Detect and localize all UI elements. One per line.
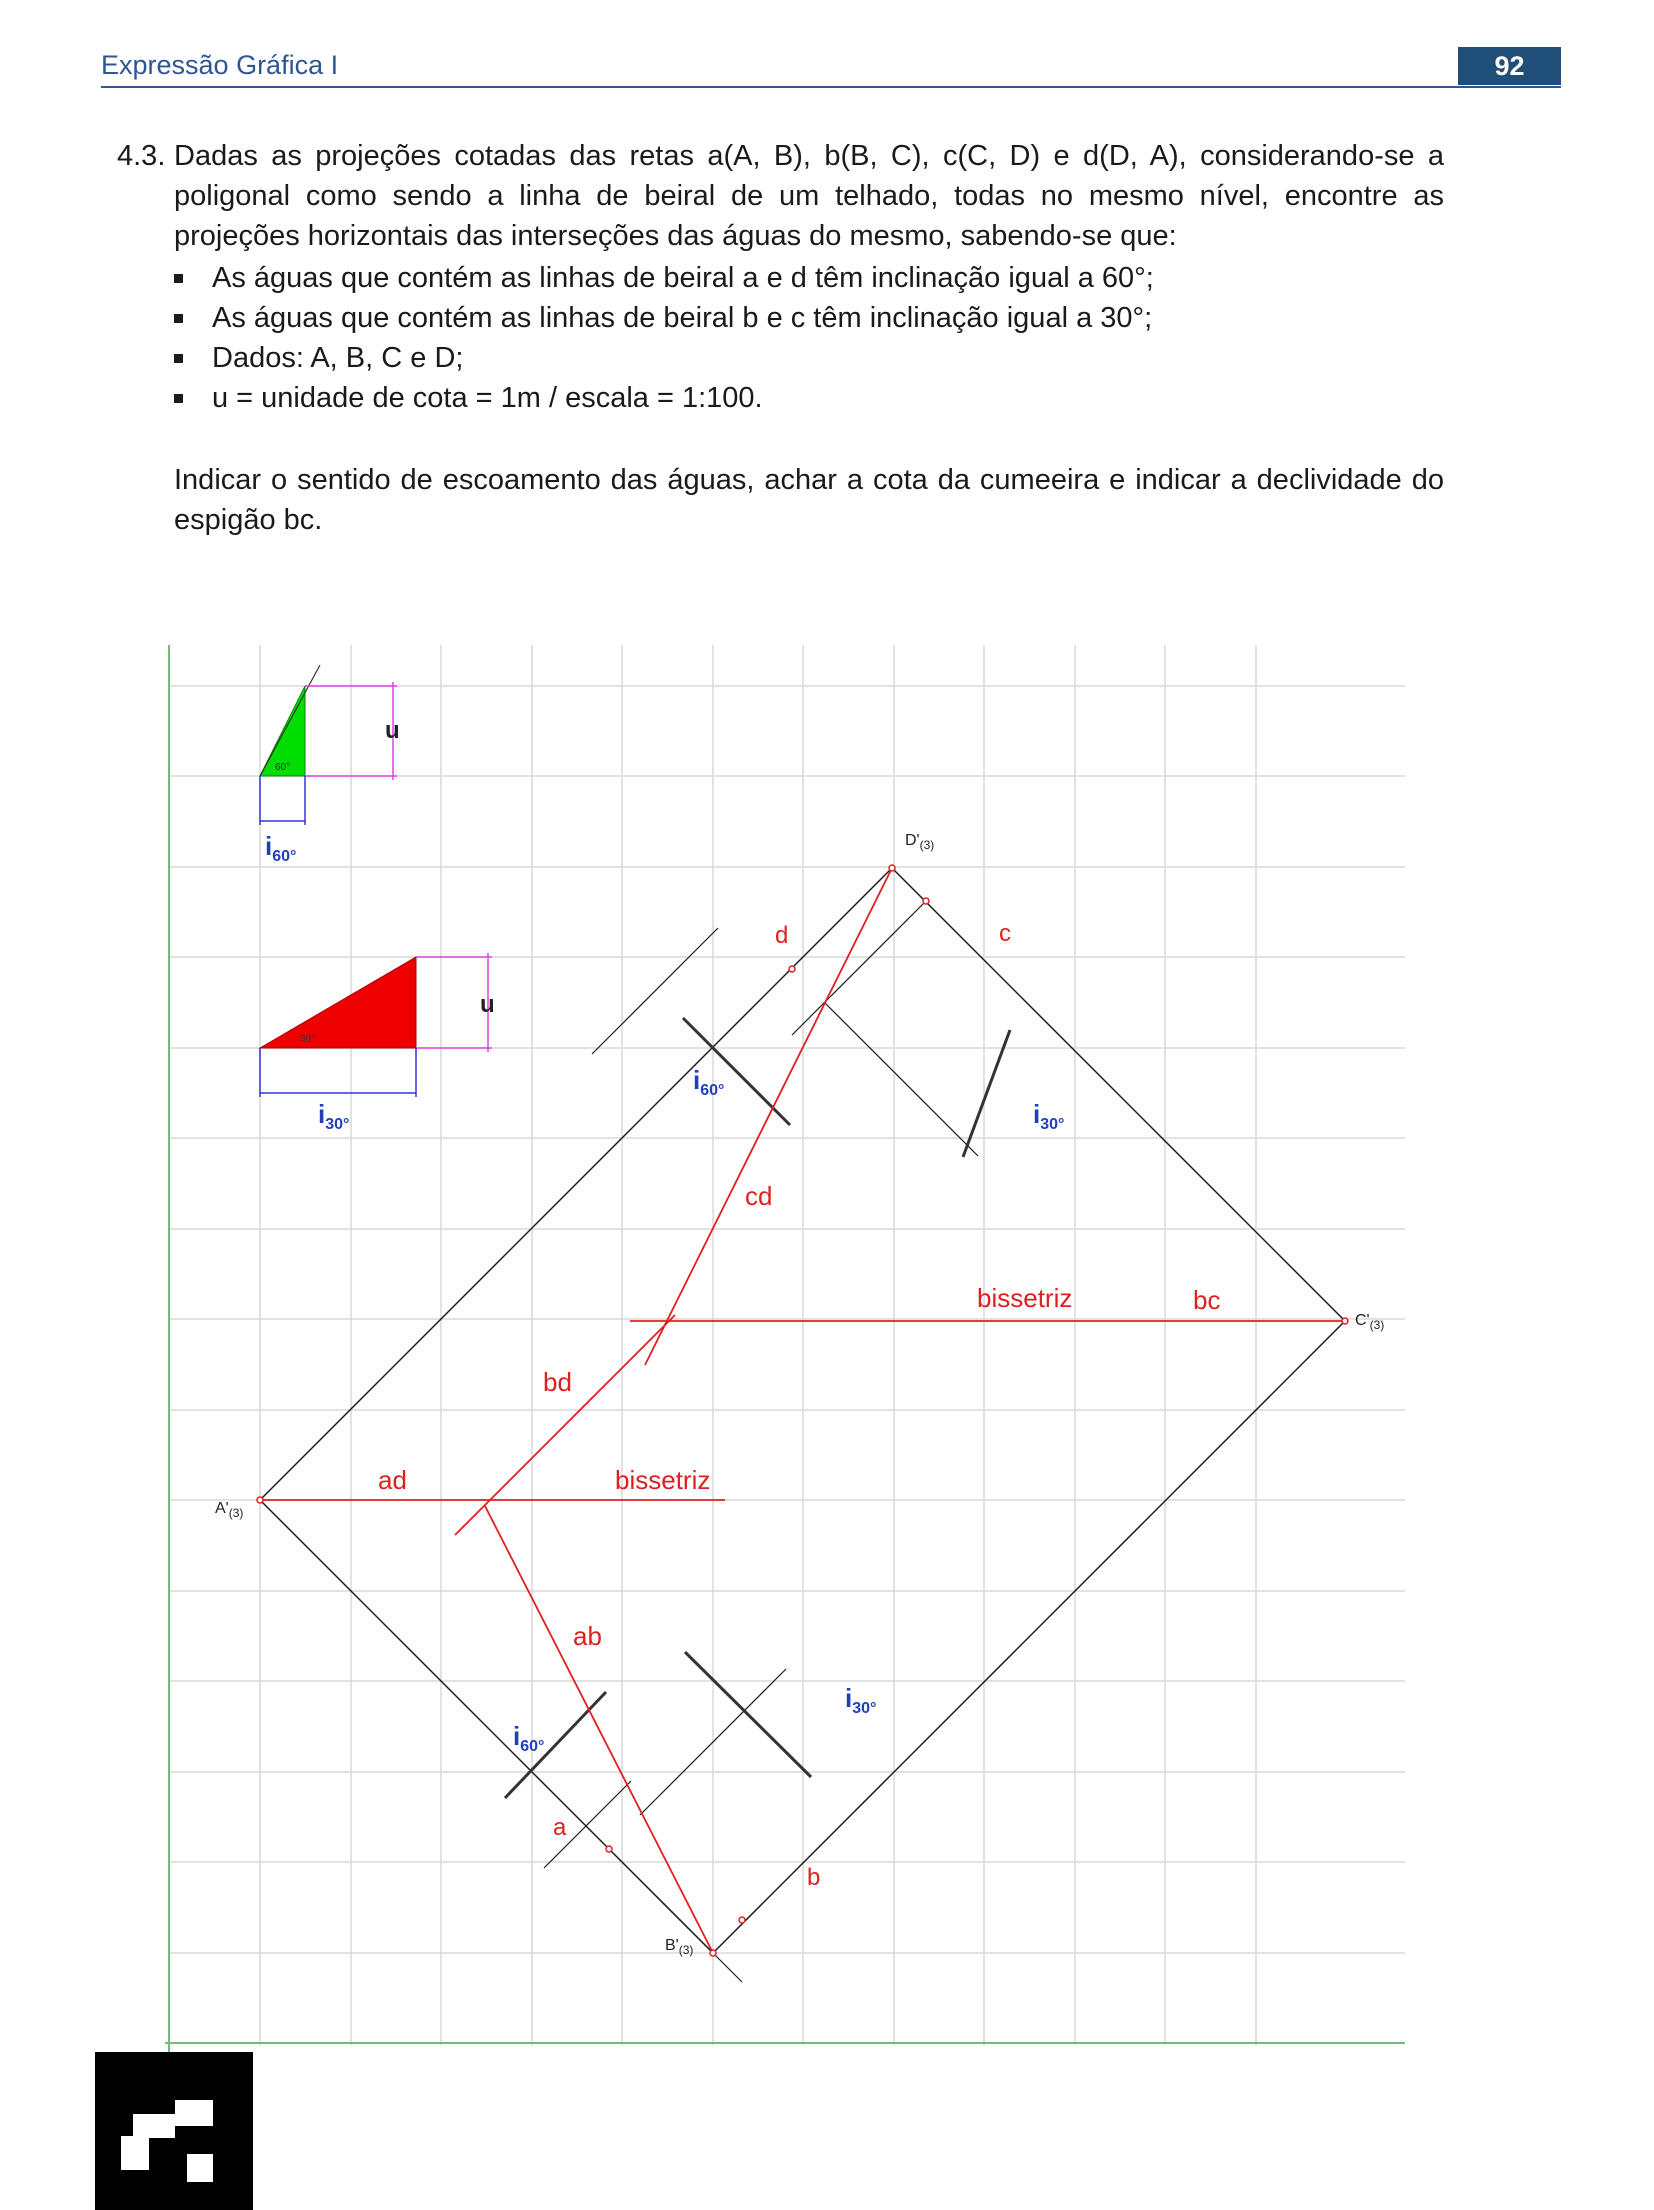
question-block xyxy=(117,136,1444,256)
edge-b-label: b xyxy=(807,1864,821,1891)
interval-i-30: i xyxy=(318,1099,326,1129)
line-cd xyxy=(645,868,892,1365)
edge-d xyxy=(260,868,892,1500)
edge-d-label: d xyxy=(775,922,789,949)
qr-code xyxy=(95,2052,253,2210)
point-c-label xyxy=(1355,1312,1384,1332)
edge-c xyxy=(892,868,1345,1321)
point-d-sub: (3) xyxy=(919,838,935,852)
label-cd: cd xyxy=(745,1181,773,1211)
line-bd xyxy=(455,1315,675,1535)
interval-mark-sub: 60° xyxy=(520,1738,545,1755)
interval-mark-i: i xyxy=(1033,1099,1041,1129)
interval-mark-label xyxy=(513,1721,544,1755)
unit-label-60: u xyxy=(385,717,400,744)
interval-mark-label xyxy=(845,1683,876,1717)
header-title: Expressão Gráfica I xyxy=(101,50,339,80)
interval-mark-sub: 30° xyxy=(1040,1116,1065,1133)
angle-label-30: 30° xyxy=(300,1034,316,1045)
intersection-labels xyxy=(378,1181,1220,1651)
question-text: Dadas as projeções cotadas das retas a(A, B), b(B, C), c(C, D) e d(D, A), considerando-se a poligonal como sendo a linha de beiral de um telhado, todas no mesmo nível, encontre as projeções horizontais das interseções das águas do mesmo, sabendo-se que: xyxy=(174,140,1444,252)
angle-label-60: 60° xyxy=(275,762,291,773)
interval-i-60: i xyxy=(265,831,273,861)
condition-item: Dados: A, B, C e D; xyxy=(174,338,1444,378)
edge-b xyxy=(713,1321,1345,1953)
edge-c-label: c xyxy=(999,920,1011,947)
condition-item: u = unidade de cota = 1m / escala = 1:100. xyxy=(174,378,1444,418)
label-bissetriz-bc: bissetriz xyxy=(977,1283,1073,1313)
interval-mark-label xyxy=(1033,1099,1064,1133)
point-d-name: D' xyxy=(905,832,920,849)
interval-label-60 xyxy=(265,831,296,865)
point-a-sub: (3) xyxy=(228,1506,244,1520)
interval-mark-sub: 60° xyxy=(700,1082,725,1099)
interval-sub-30: 30° xyxy=(325,1116,350,1133)
point-b-label xyxy=(665,1937,693,1957)
interval-mark-i: i xyxy=(845,1683,853,1713)
triangle-30-construction xyxy=(260,953,495,1133)
point-c-sub: (3) xyxy=(1369,1318,1385,1332)
instruction-text: Indicar o sentido de escoamento das águas, achar a cota da cumeeira e indicar a declividade do espigão bc. xyxy=(174,464,1444,536)
offset-a-60 xyxy=(609,1849,742,1982)
label-bd: bd xyxy=(543,1367,572,1397)
point-a-name: A' xyxy=(215,1500,229,1517)
interval-mark-i: i xyxy=(693,1065,701,1095)
interval-sub-60: 60° xyxy=(272,848,297,865)
condition-item: As águas que contém as linhas de beiral b e c têm inclinação igual a 30°; xyxy=(174,298,1444,338)
condition-list xyxy=(174,258,1444,418)
edge-a-label: a xyxy=(553,1814,567,1841)
point-d-label xyxy=(905,832,934,852)
point-a-label xyxy=(215,1500,243,1520)
interval-mark-i: i xyxy=(513,1721,521,1751)
triangle-30 xyxy=(260,957,416,1048)
triangle-60-construction xyxy=(260,665,400,865)
offset-c-30 xyxy=(824,1002,978,1156)
offset-d-60 xyxy=(792,901,926,1035)
label-bc: bc xyxy=(1193,1285,1221,1315)
interval-label-30 xyxy=(318,1099,349,1133)
condition-item: As águas que contém as linhas de beiral a e d têm inclinação igual a 60°; xyxy=(174,258,1444,298)
point-c-name: C' xyxy=(1355,1312,1370,1329)
page-number: 92 xyxy=(1458,47,1561,85)
unit-label-30: u xyxy=(480,991,495,1018)
header-rule xyxy=(101,86,1561,88)
point-b-sub: (3) xyxy=(678,1943,694,1957)
label-ad: ad xyxy=(378,1465,407,1495)
question-number: 4.3. xyxy=(117,140,166,172)
grid xyxy=(169,645,1405,2045)
roof-drawing xyxy=(165,645,1415,2065)
interval-mark-sub: 30° xyxy=(852,1700,877,1717)
label-ab: ab xyxy=(573,1621,602,1651)
interval-mark-label xyxy=(693,1065,724,1099)
label-bissetriz-ad: bissetriz xyxy=(615,1465,711,1495)
point-b-name: B' xyxy=(665,1937,679,1954)
